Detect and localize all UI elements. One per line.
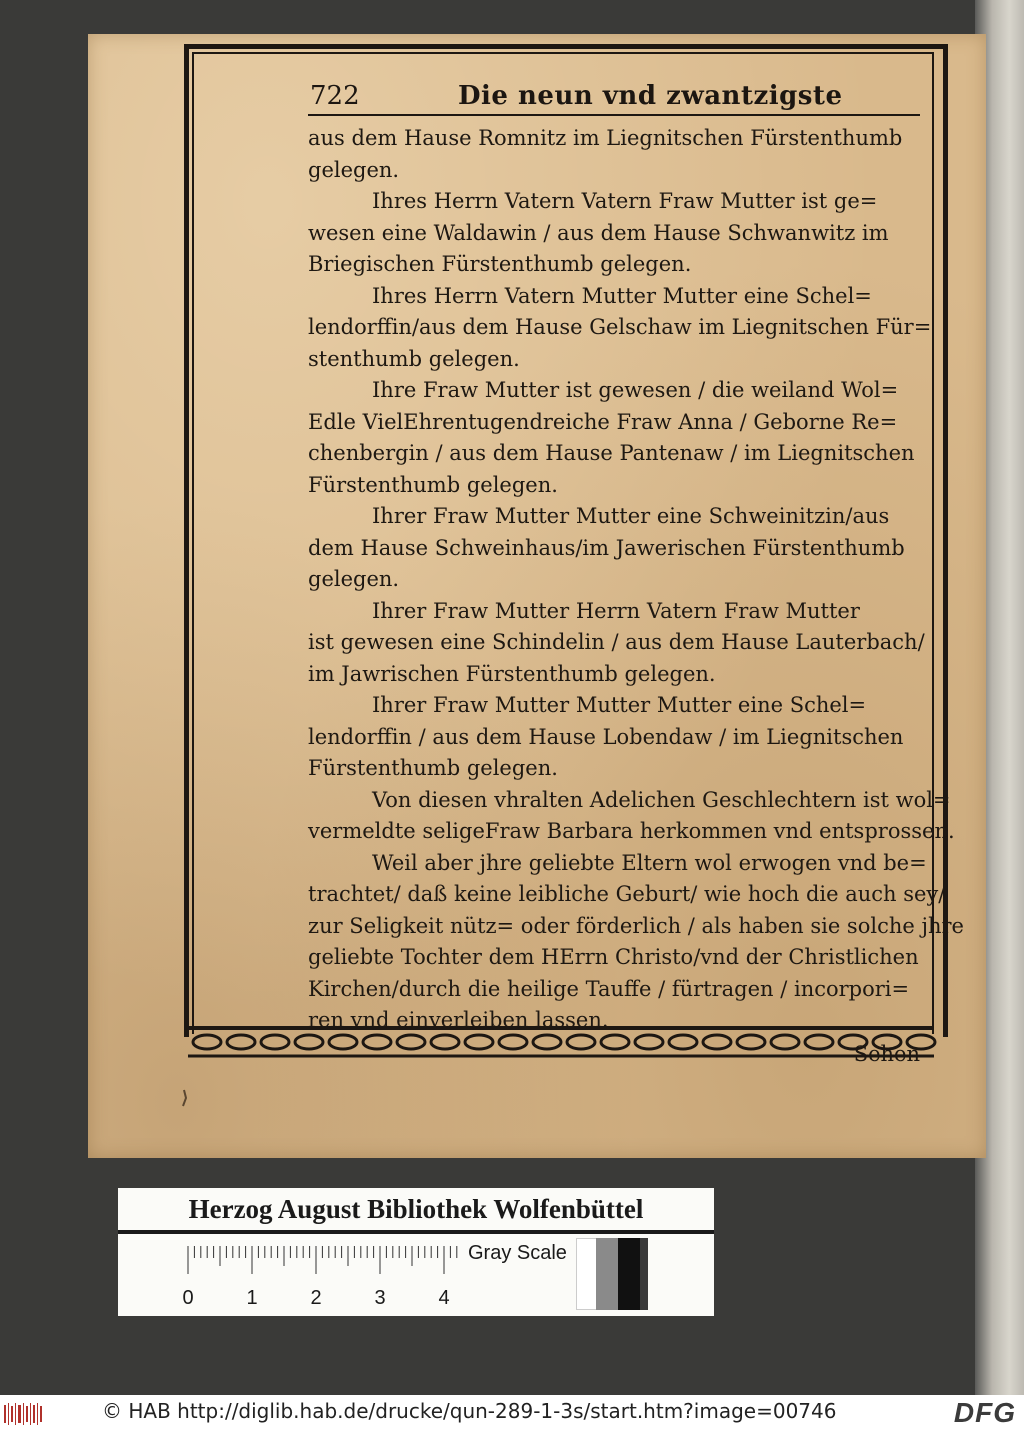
running-title: Die neun vnd zwantzigste	[458, 81, 843, 111]
page-number: 722	[310, 81, 360, 111]
text-line: zur Seligkeit nütz= oder förderlich / als haben sie solche jhre	[308, 913, 964, 938]
swatch-dark	[640, 1238, 648, 1310]
ruler-label: 3	[374, 1287, 386, 1309]
text-line: chenbergin / aus dem Hause Pantenaw / im Liegnitschen	[308, 441, 915, 465]
ruler-label: 4	[438, 1287, 450, 1309]
library-name: Herzog August Bibliothek Wolfenbüttel	[188, 1194, 644, 1224]
text-line: lendorffin/aus dem Hause Gelschaw im Liegnitschen Für=	[308, 315, 932, 339]
text-line: Edle VielEhrentugendreiche Fraw Anna / Geborne Re=	[308, 409, 898, 434]
text-line: Ihres Herrn Vatern Vatern Fraw Mutter ist ge=	[372, 189, 878, 213]
card-rule	[118, 1230, 714, 1234]
swatch-gray	[596, 1238, 618, 1310]
dfg-logo: DFG	[953, 1397, 1016, 1428]
text-line: dem Hause Schweinhaus/im Jawerischen Fürstenthumb	[308, 535, 905, 560]
gray-swatches	[576, 1238, 676, 1310]
scanned-page	[88, 34, 986, 1158]
ornament-link	[567, 1035, 595, 1049]
ruler-label: 0	[182, 1287, 194, 1309]
text-block	[308, 80, 964, 1066]
ornament-link	[499, 1035, 527, 1049]
ornament-link	[771, 1035, 799, 1049]
text-line: Fürstenthumb gelegen.	[308, 756, 558, 780]
text-line: gelegen.	[308, 567, 400, 591]
text-line: lendorffin / aus dem Hause Lobendaw / im Liegnitschen	[308, 724, 904, 749]
ruler-label: 2	[310, 1287, 322, 1309]
footer-bar	[0, 1395, 1024, 1432]
text-line: vermeldte seligeFraw Barbara herkommen vnd entsprossen.	[308, 819, 955, 843]
text-line: im Jawrischen Fürstenthumb gelegen.	[308, 661, 716, 686]
text-line: Fürstenthumb gelegen.	[308, 472, 558, 497]
ornament-link	[737, 1035, 765, 1049]
text-line: trachtet/ daß keine leibliche Geburt/ wie hoch die auch sey/	[308, 882, 946, 906]
ornament-link	[295, 1035, 323, 1049]
credit-link[interactable]: © HAB http://diglib.hab.de/drucke/qun-289-1-3s/start.htm?image=00746	[102, 1399, 837, 1423]
ornamental-border	[180, 1024, 942, 1060]
running-header	[308, 80, 920, 116]
ornament-link	[397, 1035, 425, 1049]
ornament-link	[873, 1035, 901, 1049]
ornament-link	[635, 1035, 663, 1049]
ornament-link	[329, 1035, 357, 1049]
text-line: Ihre Fraw Mutter ist gewesen / die weiland Wol=	[372, 378, 899, 402]
ornament-link	[533, 1035, 561, 1049]
ornament-link	[261, 1035, 289, 1049]
text-line: aus dem Hause Romnitz im Liegnitschen Fürstenthumb	[308, 126, 903, 150]
ruler-label: 1	[246, 1287, 258, 1309]
ruler-scale	[184, 1240, 464, 1310]
text-line: ist gewesen eine Schindelin / aus dem Hause Lauterbach/	[308, 630, 925, 654]
ornament-link	[839, 1035, 867, 1049]
text-line: Kirchen/durch die heilige Tauffe / fürtragen / incorpori=	[308, 976, 910, 1001]
ornament-link	[431, 1035, 459, 1049]
ornament-link	[465, 1035, 493, 1049]
text-line: gelegen.	[308, 157, 400, 182]
ornament-link	[907, 1035, 935, 1049]
stain-mark	[180, 1090, 188, 1106]
text-line: Ihrer Fraw Mutter Mutter eine Schweinitzin/aus	[372, 504, 890, 528]
ornament-link	[703, 1035, 731, 1049]
ornament-link	[601, 1035, 629, 1049]
catchword: Sehen	[853, 1042, 920, 1066]
text-line: Ihrer Fraw Mutter Mutter Mutter eine Schel=	[372, 693, 867, 717]
color-target-card	[118, 1188, 714, 1316]
text-line: Von diesen vhralten Adelichen Geschlechtern ist wol=	[372, 787, 951, 812]
text-line: stenthumb gelegen.	[308, 346, 520, 371]
gray-scale-label: Gray Scale	[468, 1242, 567, 1264]
text-line: Weil aber jhre geliebte Eltern wol erwogen vnd be=	[372, 850, 927, 875]
ornament-link	[363, 1035, 391, 1049]
text-line: ren vnd einverleiben lassen.	[308, 1008, 609, 1032]
ornament-link	[805, 1035, 833, 1049]
text-line: Briegischen Fürstenthumb gelegen.	[308, 252, 692, 276]
text-line: wesen eine Waldawin / aus dem Hause Schwanwitz im	[308, 220, 889, 245]
text-line: geliebte Tochter dem HErrn Christo/vnd der Christlichen	[308, 945, 919, 969]
ornament-link	[669, 1035, 697, 1049]
text-line: Ihrer Fraw Mutter Herrn Vatern Fraw Mutter	[372, 598, 860, 623]
text-line: Ihres Herrn Vatern Mutter Mutter eine Schel=	[372, 283, 872, 308]
swatch-black	[618, 1238, 640, 1310]
ornament-link	[193, 1035, 221, 1049]
barcode-icon	[4, 1403, 44, 1425]
ornament-link	[227, 1035, 255, 1049]
